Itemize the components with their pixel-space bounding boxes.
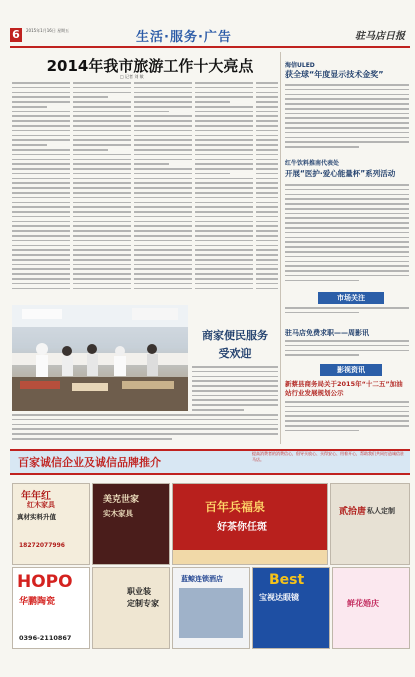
- feature-body: [192, 366, 278, 414]
- ad5-sub: 华鹏陶瓷: [19, 597, 56, 607]
- ad2-sub: 实木家具: [103, 509, 133, 518]
- ad-ershitang: [330, 483, 410, 565]
- ad-bainian: [172, 483, 328, 565]
- ad-banner-note: 提高消费者的消费信心，倡导买放心、买得安心、用着开心，帮助我们共同打造诚信驻马店。: [252, 451, 404, 462]
- ad3-footer: [173, 550, 327, 564]
- market-strip: [285, 307, 409, 321]
- market-tag-label: 市场关注: [337, 294, 365, 302]
- ad6-sub: 定制专家: [127, 599, 159, 608]
- right-item2-title: 开展“医护·爱心能量杯”系列活动: [285, 169, 396, 178]
- feature-photo: [12, 305, 188, 411]
- shop-interior-image: [12, 305, 188, 411]
- ad7-brand: 蓝鲸连锁酒店: [181, 575, 223, 583]
- section-title: 生活·服务·广告: [136, 30, 232, 45]
- masthead: 驻马店日报: [355, 31, 405, 42]
- ad-nianianhong: [12, 483, 90, 565]
- right-item4-title: 新蔡县商务局关于2015年“十二五”加油站行业发展规划公示: [285, 380, 403, 397]
- ad3-brand: 百年兵福泉: [205, 500, 266, 514]
- ad4-sub: 私人定制: [367, 507, 395, 515]
- ad9-brand: 鲜花婚庆: [347, 599, 379, 608]
- ad6-brand: 职业装: [127, 587, 151, 596]
- lead-body-col4: [195, 82, 253, 292]
- ad1-brand: 年年红: [21, 491, 51, 502]
- right-item1-body: [285, 84, 409, 150]
- date-line: 2015年1月16日 星期五: [26, 28, 70, 33]
- ad2-brand: 美克世家: [103, 495, 140, 505]
- ad1-line: 真材实料升值: [17, 513, 56, 521]
- lead-headline: 2014年我市旅游工作十大亮点: [46, 57, 254, 75]
- ad7-photo: [179, 588, 243, 638]
- page-number: 6: [10, 28, 22, 42]
- ad-banner-title: 百家诚信企业及诚信品牌推介: [18, 456, 161, 469]
- lead-body-col1: [12, 82, 70, 292]
- ad5-tel: 0396-2110867: [19, 634, 72, 642]
- ad1-sub: 红木家具: [27, 501, 55, 509]
- ad-lanjing: [172, 567, 250, 649]
- right-item4-body: [285, 401, 409, 443]
- ad3-sub: 好茶你任斑: [217, 522, 267, 533]
- right-item3-body: [285, 340, 409, 362]
- feature-headline-1: 商家便民服务: [202, 329, 268, 342]
- ad1-tel: 18272077996: [19, 542, 65, 549]
- right-item1-title: 获全球“年度显示技术金奖”: [285, 70, 384, 79]
- lead-body-col3: [134, 82, 192, 292]
- ad-hopo: [12, 567, 90, 649]
- ad8-sub: 宝视达眼镜: [259, 593, 299, 602]
- right-item2-kicker: 红牛饮料推南代表处: [285, 160, 340, 167]
- column-divider: [280, 52, 281, 444]
- right-item3-title: 驻马店免费求职——周影讯: [285, 329, 369, 337]
- ad-flower: [332, 567, 410, 649]
- lead-body-col2: [73, 82, 131, 292]
- header-rule: [10, 46, 410, 48]
- feature-headline-2: 受欢迎: [218, 347, 252, 360]
- ad-best: [252, 567, 330, 649]
- ad-meike: [92, 483, 170, 565]
- right-item1-kicker: 海信ULED: [285, 62, 315, 69]
- ad8-brand: Best: [269, 572, 305, 588]
- notice-tag-label: 影视资讯: [337, 366, 365, 374]
- ad5-brand: HOPO: [17, 572, 73, 592]
- ad4-brand: 贰拾唐: [339, 507, 367, 517]
- lead-byline: □ 记者 刘 敏: [120, 74, 144, 79]
- ad-zhiyezhuang: [92, 567, 170, 649]
- market-tag: [318, 292, 384, 304]
- lead-body-col5: [256, 82, 278, 292]
- notice-tag: [320, 364, 382, 376]
- feature-caption: [12, 414, 278, 440]
- page-header: [10, 26, 410, 44]
- right-item2-body: [285, 184, 409, 284]
